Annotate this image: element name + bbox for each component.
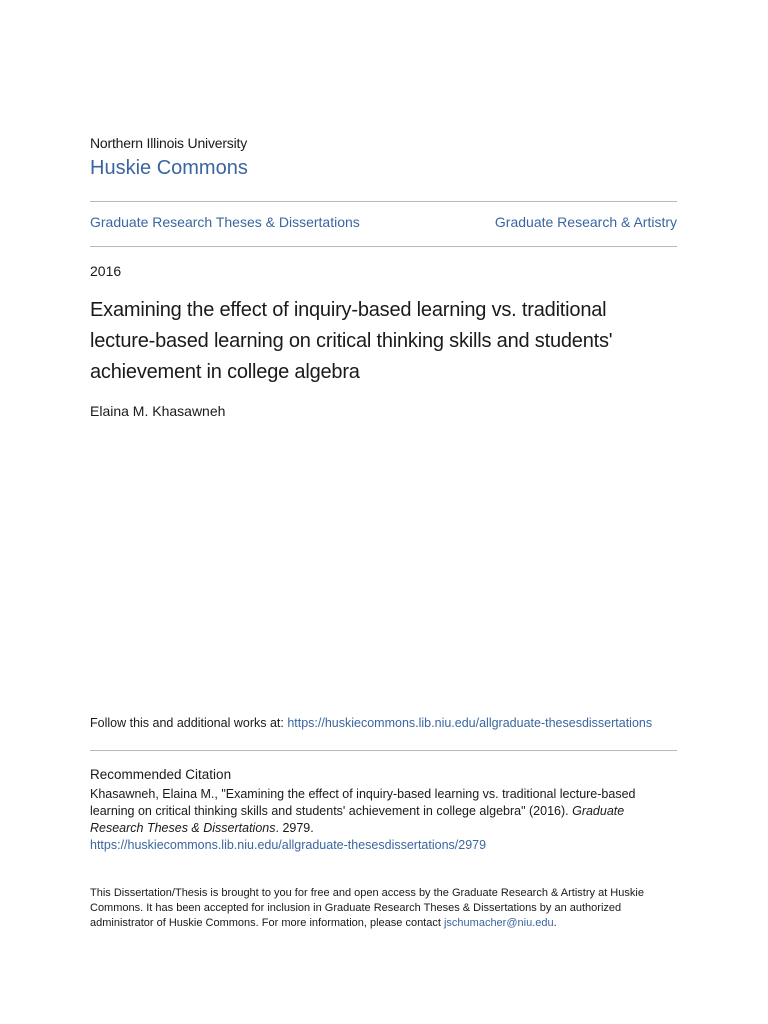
citation-heading: Recommended Citation	[90, 767, 232, 782]
department-link[interactable]: Graduate Research & Artistry	[494, 214, 677, 230]
citation-series: Graduate Research Theses & Dissertations	[90, 804, 625, 835]
contact-email-link[interactable]: jschumacher@niu.edu	[443, 917, 554, 929]
divider	[90, 750, 677, 751]
document-title: Examining the effect of inquiry-based learning vs. traditional lecture-based learning on critical thinking skills and students' achievement in college algebra	[90, 299, 613, 383]
citation-block	[90, 786, 675, 854]
access-notice	[90, 886, 675, 931]
follow-line	[90, 716, 652, 730]
publication-year: 2016	[90, 263, 122, 279]
divider	[90, 246, 677, 247]
follow-label: Follow this and additional works at:	[90, 716, 288, 730]
notice-text: This Dissertation/Thesis is brought to you for free and open access by the Graduate Research & Artistry at Huskie Commons. It has been accepted for inclusion in Graduate Research Theses & Dissertations by an authorized administrator of Huskie Commons. For more information, please contact	[90, 887, 644, 929]
notice-end: .	[553, 917, 557, 929]
citation-text: Khasawneh, Elaina M., "Examining the effect of inquiry-based learning vs. traditional lecture-based learning on critical thinking skills and students' achievement in college algebra" (2016).	[90, 787, 636, 818]
collection-link[interactable]: Graduate Research Theses & Dissertations	[90, 214, 360, 230]
document-author: Elaina M. Khasawneh	[90, 403, 226, 419]
citation-number: . 2979.	[275, 821, 314, 835]
divider	[90, 201, 677, 202]
institution-name: Northern Illinois University	[90, 135, 248, 151]
repository-link[interactable]: Huskie Commons	[90, 157, 248, 179]
citation-url-link[interactable]: https://huskiecommons.lib.niu.edu/allgraduate-thesesdissertations/2979	[90, 838, 487, 852]
follow-url-link[interactable]: https://huskiecommons.lib.niu.edu/allgraduate-thesesdissertations	[287, 716, 653, 730]
